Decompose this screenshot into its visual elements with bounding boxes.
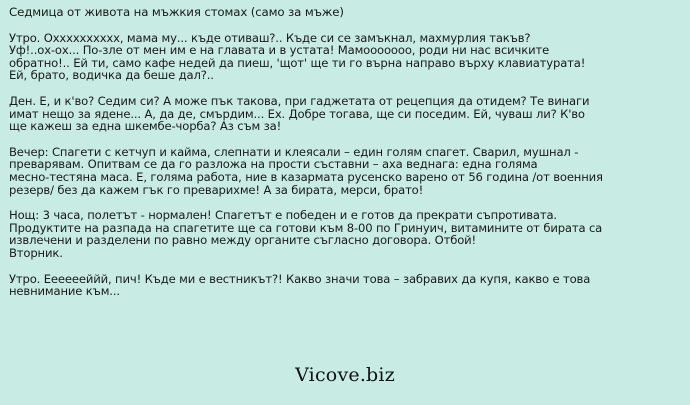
- paragraph-line: невнимание към...: [9, 284, 120, 299]
- paragraph-line: Нощ: 3 часа, полетът - нормален! Спагетът е победен и е готов да прекрати съпротивата.: [9, 208, 557, 223]
- article: [9, 6, 681, 311]
- paragraph-line: Вторник.: [9, 245, 63, 260]
- paragraph-line: Продуктите на разпада на спагетите ще са готови към 8-00 по Гринуич, витамините от бирата са: [9, 220, 603, 235]
- paragraph-line: ще кажеш за една шкембе-чорба? Аз съм за!: [9, 119, 282, 134]
- article-title: Седмица от живота на мъжкия стомах (само за мъже): [9, 5, 344, 19]
- paragraph-line: Утро. Ееееееййй, пич! Къде ми е вестникът?! Какво значи това – забравих да купя, какво е това: [9, 271, 591, 286]
- paragraph-night: [9, 209, 681, 259]
- paragraph-line: Уф!..ох-ох... По-зле от мен им е на главата и в устата! Мамооооооо, роди ни нас всичките: [9, 43, 550, 58]
- paragraph-evening: [9, 146, 681, 196]
- paragraph-line: извлечени и разделени по равно между органите съгласно договора. Отбой!: [9, 233, 477, 248]
- paragraph-line: Утро. Охххххххххх, мама му... къде отиваш?.. Къде си се замъкнал, махмурлия такъв?: [9, 30, 531, 45]
- paragraph-line: Ей, брато, водичка да беше дал?..: [9, 68, 214, 83]
- paragraph-tuesday-morning: [9, 273, 681, 298]
- paragraph-line: Ден. Е, и к'во? Седим си? А може пък такова, при гаджетата от рецепция да отидем? Те винаги: [9, 93, 590, 108]
- paragraph-line: обратно!.. Ей ти, само кафе недей да пиеш, 'щот' ще ти го върна направо върху клавиатурата!: [9, 55, 586, 70]
- paragraph-line: имат нещо за ядене... А, да де, смърдим... Ех. Добре тогава, ще си поседим. Ей, чуваш ли? К'во: [9, 106, 585, 121]
- paragraph-line: месно-тестяна маса. Е, голяма работа, ние в казармата русенско варено от 56 година /от военния: [9, 169, 603, 184]
- paragraph-day: [9, 95, 681, 133]
- paragraph-morning: [9, 32, 681, 82]
- paragraph-line: Вечер: Спагети с кетчуп и кайма, слепнати и клеясали – един голям спагет. Сварил, мушнал -: [9, 144, 579, 159]
- paragraph-line: резерв/ без да кажем гък го преварихме! А за бирата, мерси, брато!: [9, 182, 424, 197]
- paragraph-line: преварявам. Опитвам се да го разложа на прости съставни – аха веднага: една голяма: [9, 157, 538, 172]
- site-watermark: Vicove.biz: [295, 364, 395, 386]
